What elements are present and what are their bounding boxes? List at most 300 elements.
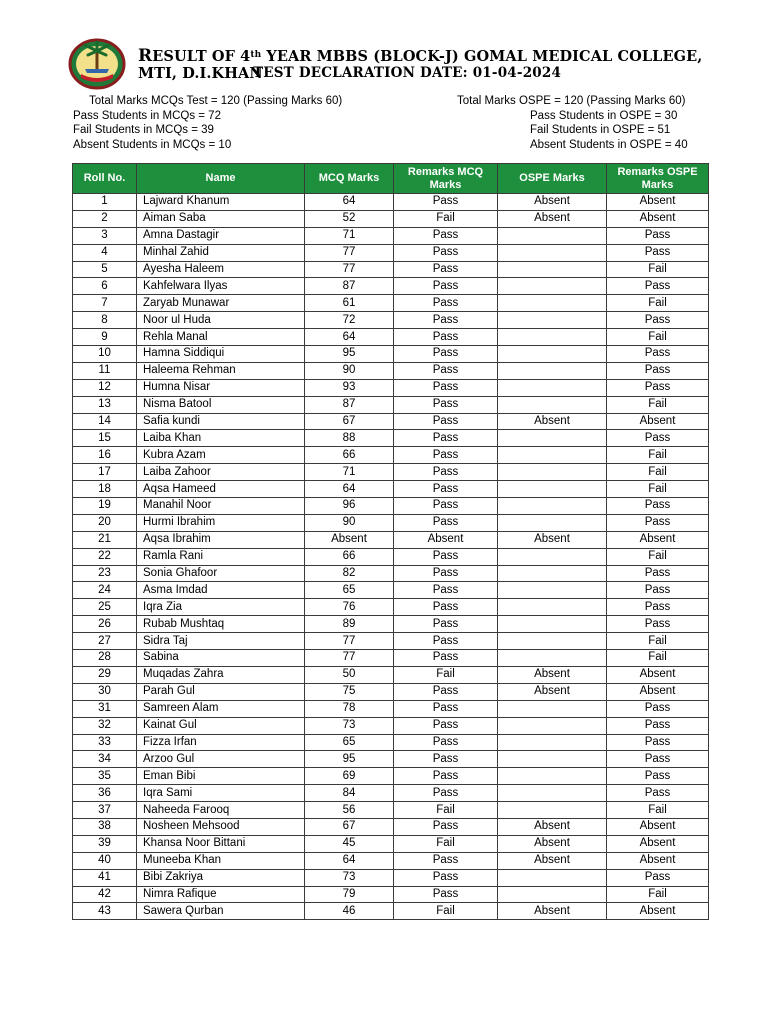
remarks-mcq-cell: Pass: [394, 852, 498, 869]
ospe-marks-cell: Absent: [498, 531, 607, 548]
ospe-marks-cell: [498, 329, 607, 346]
name-cell: Minhal Zahid: [137, 244, 305, 261]
name-cell: Amna Dastagir: [137, 227, 305, 244]
table-row: [73, 346, 709, 363]
mcq-marks-cell: 64: [305, 852, 394, 869]
name-cell: Nimra Rafique: [137, 886, 305, 903]
mcq-marks-cell: 95: [305, 751, 394, 768]
remarks-ospe-cell: Pass: [607, 278, 709, 295]
ospe-marks-cell: [498, 650, 607, 667]
remarks-mcq-cell: Pass: [394, 650, 498, 667]
remarks-ospe-cell: Pass: [607, 346, 709, 363]
remarks-mcq-cell: Pass: [394, 886, 498, 903]
mcq-marks-cell: 64: [305, 481, 394, 498]
remarks-ospe-cell: Absent: [607, 194, 709, 211]
roll-no-cell: 16: [73, 447, 137, 464]
remarks-ospe-cell: Fail: [607, 447, 709, 464]
roll-no-cell: 8: [73, 312, 137, 329]
table-row: [73, 565, 709, 582]
remarks-mcq-cell: Pass: [394, 481, 498, 498]
table-header-row: [73, 164, 709, 194]
page-title: RESULT OF 4th YEAR MBBS (BLOCK-J) GOMAL MEDICAL COLLEGE, MTI, D.I.KHAN: [138, 46, 703, 82]
roll-no-cell: 28: [73, 650, 137, 667]
remarks-mcq-cell: Pass: [394, 768, 498, 785]
mcq-marks-cell: 71: [305, 227, 394, 244]
remarks-mcq-cell: Pass: [394, 396, 498, 413]
ospe-marks-cell: Absent: [498, 683, 607, 700]
remarks-ospe-cell: Pass: [607, 700, 709, 717]
remarks-mcq-cell: Pass: [394, 751, 498, 768]
table-row: [73, 768, 709, 785]
ospe-marks-cell: [498, 379, 607, 396]
roll-no-cell: 30: [73, 683, 137, 700]
remarks-ospe-cell: Pass: [607, 362, 709, 379]
table-row: [73, 700, 709, 717]
remarks-ospe-cell: Fail: [607, 329, 709, 346]
remarks-mcq-cell: Pass: [394, 194, 498, 211]
ospe-marks-cell: [498, 362, 607, 379]
name-cell: Naheeda Farooq: [137, 802, 305, 819]
remarks-ospe-cell: Pass: [607, 717, 709, 734]
table-row: [73, 481, 709, 498]
ospe-marks-cell: Absent: [498, 835, 607, 852]
mcq-marks-cell: 76: [305, 599, 394, 616]
table-row: [73, 548, 709, 565]
mcq-marks-cell: 71: [305, 464, 394, 481]
roll-no-cell: 31: [73, 700, 137, 717]
remarks-ospe-cell: Pass: [607, 582, 709, 599]
name-cell: Hurmi Ibrahim: [137, 514, 305, 531]
college-logo-icon: [67, 36, 127, 90]
name-cell: Laiba Zahoor: [137, 464, 305, 481]
remarks-mcq-cell: Pass: [394, 869, 498, 886]
roll-no-cell: 1: [73, 194, 137, 211]
remarks-mcq-cell: Pass: [394, 599, 498, 616]
table-row: [73, 886, 709, 903]
ospe-marks-cell: Absent: [498, 852, 607, 869]
roll-no-cell: 4: [73, 244, 137, 261]
remarks-ospe-cell: Absent: [607, 683, 709, 700]
roll-no-cell: 5: [73, 261, 137, 278]
mcq-marks-cell: 93: [305, 379, 394, 396]
table-row: [73, 818, 709, 835]
roll-no-cell: 27: [73, 633, 137, 650]
table-row: [73, 194, 709, 211]
remarks-ospe-cell: Fail: [607, 633, 709, 650]
ospe-marks-cell: Absent: [498, 210, 607, 227]
remarks-mcq-cell: Fail: [394, 666, 498, 683]
mcq-marks-cell: 77: [305, 633, 394, 650]
mcq-marks-cell: 67: [305, 818, 394, 835]
mcq-marks-cell: 75: [305, 683, 394, 700]
remarks-mcq-cell: Fail: [394, 903, 498, 920]
ospe-marks-cell: [498, 430, 607, 447]
table-row: [73, 683, 709, 700]
remarks-mcq-cell: Pass: [394, 464, 498, 481]
table-row: [73, 210, 709, 227]
mcq-marks-cell: 69: [305, 768, 394, 785]
table-row: [73, 717, 709, 734]
remarks-ospe-cell: Fail: [607, 464, 709, 481]
roll-no-cell: 23: [73, 565, 137, 582]
remarks-ospe-cell: Absent: [607, 852, 709, 869]
name-cell: Noor ul Huda: [137, 312, 305, 329]
table-row: [73, 498, 709, 515]
name-cell: Nisma Batool: [137, 396, 305, 413]
roll-no-cell: 21: [73, 531, 137, 548]
remarks-mcq-cell: Fail: [394, 802, 498, 819]
name-cell: Lajward Khanum: [137, 194, 305, 211]
remarks-ospe-cell: Fail: [607, 886, 709, 903]
ospe-marks-cell: Absent: [498, 666, 607, 683]
ospe-marks-cell: [498, 447, 607, 464]
remarks-mcq-cell: Pass: [394, 785, 498, 802]
table-row: [73, 599, 709, 616]
col-header-mcq-marks: MCQ Marks: [305, 164, 394, 194]
ospe-marks-cell: [498, 717, 607, 734]
mcq-marks-cell: 73: [305, 717, 394, 734]
name-cell: Kubra Azam: [137, 447, 305, 464]
roll-no-cell: 43: [73, 903, 137, 920]
name-cell: Arzoo Gul: [137, 751, 305, 768]
ospe-marks-cell: [498, 785, 607, 802]
mcq-marks-cell: 95: [305, 346, 394, 363]
ospe-marks-cell: [498, 464, 607, 481]
remarks-mcq-cell: Pass: [394, 447, 498, 464]
name-cell: Iqra Zia: [137, 599, 305, 616]
table-row: [73, 633, 709, 650]
table-row: [73, 413, 709, 430]
roll-no-cell: 17: [73, 464, 137, 481]
results-table: [72, 163, 709, 920]
table-row: [73, 261, 709, 278]
roll-no-cell: 40: [73, 852, 137, 869]
table-row: [73, 903, 709, 920]
name-cell: Khansa Noor Bittani: [137, 835, 305, 852]
remarks-mcq-cell: Pass: [394, 278, 498, 295]
roll-no-cell: 25: [73, 599, 137, 616]
mcq-marks-cell: 66: [305, 548, 394, 565]
name-cell: Asma Imdad: [137, 582, 305, 599]
remarks-ospe-cell: Absent: [607, 903, 709, 920]
mcq-marks-cell: 77: [305, 650, 394, 667]
remarks-mcq-cell: Pass: [394, 362, 498, 379]
remarks-ospe-cell: Pass: [607, 244, 709, 261]
ospe-marks-cell: Absent: [498, 818, 607, 835]
remarks-ospe-cell: Fail: [607, 548, 709, 565]
remarks-ospe-cell: Pass: [607, 751, 709, 768]
ospe-marks-cell: [498, 802, 607, 819]
roll-no-cell: 18: [73, 481, 137, 498]
table-row: [73, 751, 709, 768]
name-cell: Aqsa Hameed: [137, 481, 305, 498]
ospe-marks-cell: [498, 346, 607, 363]
mcq-marks-cell: 78: [305, 700, 394, 717]
roll-no-cell: 41: [73, 869, 137, 886]
remarks-mcq-cell: Fail: [394, 210, 498, 227]
name-cell: Fizza Irfan: [137, 734, 305, 751]
table-row: [73, 379, 709, 396]
ospe-marks-cell: [498, 244, 607, 261]
remarks-ospe-cell: Pass: [607, 430, 709, 447]
remarks-mcq-cell: Pass: [394, 329, 498, 346]
roll-no-cell: 19: [73, 498, 137, 515]
remarks-ospe-cell: Fail: [607, 650, 709, 667]
ospe-summary: [457, 94, 688, 152]
remarks-ospe-cell: Pass: [607, 227, 709, 244]
remarks-mcq-cell: Pass: [394, 430, 498, 447]
mcq-marks-cell: 52: [305, 210, 394, 227]
remarks-mcq-cell: Pass: [394, 700, 498, 717]
roll-no-cell: 3: [73, 227, 137, 244]
roll-no-cell: 9: [73, 329, 137, 346]
mcq-marks-cell: 72: [305, 312, 394, 329]
remarks-mcq-cell: Pass: [394, 616, 498, 633]
mcq-pass-count: Pass Students in MCQs = 72: [73, 109, 221, 122]
remarks-ospe-cell: Absent: [607, 413, 709, 430]
table-row: [73, 666, 709, 683]
name-cell: Kainat Gul: [137, 717, 305, 734]
ospe-marks-cell: [498, 396, 607, 413]
mcq-marks-cell: 77: [305, 244, 394, 261]
mcq-marks-cell: 84: [305, 785, 394, 802]
ospe-marks-cell: [498, 599, 607, 616]
col-header-remarks-ospe: Remarks OSPE Marks: [607, 164, 709, 194]
table-row: [73, 362, 709, 379]
table-row: [73, 312, 709, 329]
roll-no-cell: 10: [73, 346, 137, 363]
name-cell: Manahil Noor: [137, 498, 305, 515]
remarks-ospe-cell: Fail: [607, 802, 709, 819]
remarks-mcq-cell: Pass: [394, 565, 498, 582]
name-cell: Hamna Siddiqui: [137, 346, 305, 363]
name-cell: Sonia Ghafoor: [137, 565, 305, 582]
mcq-marks-cell: 66: [305, 447, 394, 464]
mcq-marks-cell: 64: [305, 329, 394, 346]
name-cell: Haleema Rehman: [137, 362, 305, 379]
roll-no-cell: 13: [73, 396, 137, 413]
remarks-ospe-cell: Absent: [607, 666, 709, 683]
remarks-mcq-cell: Pass: [394, 734, 498, 751]
ospe-total-marks: Total Marks OSPE = 120 (Passing Marks 60): [457, 95, 686, 107]
roll-no-cell: 34: [73, 751, 137, 768]
table-row: [73, 852, 709, 869]
ospe-marks-cell: [498, 633, 607, 650]
roll-no-cell: 6: [73, 278, 137, 295]
remarks-mcq-cell: Fail: [394, 835, 498, 852]
mcq-marks-cell: 61: [305, 295, 394, 312]
name-cell: Samreen Alam: [137, 700, 305, 717]
name-cell: Ramla Rani: [137, 548, 305, 565]
mcq-marks-cell: 88: [305, 430, 394, 447]
roll-no-cell: 12: [73, 379, 137, 396]
roll-no-cell: 26: [73, 616, 137, 633]
name-cell: Kahfelwara Ilyas: [137, 278, 305, 295]
remarks-ospe-cell: Pass: [607, 379, 709, 396]
remarks-mcq-cell: Pass: [394, 295, 498, 312]
roll-no-cell: 24: [73, 582, 137, 599]
mcq-marks-cell: 90: [305, 514, 394, 531]
ospe-marks-cell: [498, 481, 607, 498]
mcq-marks-cell: 50: [305, 666, 394, 683]
ospe-marks-cell: [498, 514, 607, 531]
table-row: [73, 227, 709, 244]
remarks-mcq-cell: Pass: [394, 346, 498, 363]
table-row: [73, 447, 709, 464]
name-cell: Rehla Manal: [137, 329, 305, 346]
ospe-marks-cell: [498, 734, 607, 751]
name-cell: Ayesha Haleem: [137, 261, 305, 278]
ospe-marks-cell: [498, 565, 607, 582]
remarks-ospe-cell: Pass: [607, 312, 709, 329]
remarks-ospe-cell: Pass: [607, 785, 709, 802]
remarks-mcq-cell: Pass: [394, 261, 498, 278]
ospe-marks-cell: [498, 278, 607, 295]
mcq-summary: [73, 94, 342, 152]
remarks-ospe-cell: Pass: [607, 498, 709, 515]
roll-no-cell: 11: [73, 362, 137, 379]
col-header-name: Name: [137, 164, 305, 194]
name-cell: Muqadas Zahra: [137, 666, 305, 683]
table-row: [73, 869, 709, 886]
ospe-marks-cell: [498, 751, 607, 768]
ospe-marks-cell: [498, 548, 607, 565]
mcq-marks-cell: 87: [305, 396, 394, 413]
roll-no-cell: 36: [73, 785, 137, 802]
table-row: [73, 785, 709, 802]
name-cell: Aqsa Ibrahim: [137, 531, 305, 548]
ospe-marks-cell: [498, 582, 607, 599]
roll-no-cell: 42: [73, 886, 137, 903]
ospe-fail-count: Fail Students in OSPE = 51: [530, 124, 671, 137]
name-cell: Humna Nisar: [137, 379, 305, 396]
name-cell: Zaryab Munawar: [137, 295, 305, 312]
name-cell: Laiba Khan: [137, 430, 305, 447]
remarks-ospe-cell: Fail: [607, 261, 709, 278]
table-row: [73, 295, 709, 312]
remarks-mcq-cell: Pass: [394, 312, 498, 329]
roll-no-cell: 33: [73, 734, 137, 751]
roll-no-cell: 7: [73, 295, 137, 312]
mcq-marks-cell: 77: [305, 261, 394, 278]
remarks-ospe-cell: Pass: [607, 869, 709, 886]
table-row: [73, 396, 709, 413]
name-cell: Nosheen Mehsood: [137, 818, 305, 835]
mcq-marks-cell: 82: [305, 565, 394, 582]
remarks-mcq-cell: Pass: [394, 227, 498, 244]
name-cell: Parah Gul: [137, 683, 305, 700]
mcq-fail-count: Fail Students in MCQs = 39: [73, 124, 214, 137]
roll-no-cell: 38: [73, 818, 137, 835]
table-row: [73, 616, 709, 633]
name-cell: Muneeba Khan: [137, 852, 305, 869]
mcq-total-marks: Total Marks MCQs Test = 120 (Passing Marks 60): [89, 95, 343, 107]
mcq-marks-cell: Absent: [305, 531, 394, 548]
table-row: [73, 531, 709, 548]
ospe-marks-cell: [498, 227, 607, 244]
ospe-absent-count: Absent Students in OSPE = 40: [530, 138, 688, 151]
roll-no-cell: 35: [73, 768, 137, 785]
mcq-marks-cell: 65: [305, 734, 394, 751]
table-row: [73, 802, 709, 819]
ospe-pass-count: Pass Students in OSPE = 30: [530, 109, 678, 122]
remarks-ospe-cell: Fail: [607, 481, 709, 498]
remarks-mcq-cell: Pass: [394, 379, 498, 396]
remarks-mcq-cell: Pass: [394, 633, 498, 650]
remarks-ospe-cell: Absent: [607, 210, 709, 227]
mcq-marks-cell: 87: [305, 278, 394, 295]
roll-no-cell: 2: [73, 210, 137, 227]
name-cell: Safia kundi: [137, 413, 305, 430]
table-row: [73, 582, 709, 599]
ospe-marks-cell: [498, 700, 607, 717]
remarks-ospe-cell: Fail: [607, 396, 709, 413]
mcq-marks-cell: 67: [305, 413, 394, 430]
ospe-marks-cell: [498, 295, 607, 312]
mcq-marks-cell: 73: [305, 869, 394, 886]
roll-no-cell: 39: [73, 835, 137, 852]
name-cell: Sawera Qurban: [137, 903, 305, 920]
remarks-ospe-cell: Pass: [607, 734, 709, 751]
remarks-mcq-cell: Absent: [394, 531, 498, 548]
remarks-ospe-cell: Fail: [607, 295, 709, 312]
mcq-marks-cell: 96: [305, 498, 394, 515]
remarks-ospe-cell: Pass: [607, 616, 709, 633]
table-row: [73, 430, 709, 447]
name-cell: Eman Bibi: [137, 768, 305, 785]
remarks-mcq-cell: Pass: [394, 498, 498, 515]
mcq-marks-cell: 79: [305, 886, 394, 903]
name-cell: Bibi Zakriya: [137, 869, 305, 886]
roll-no-cell: 29: [73, 666, 137, 683]
declaration-date: TEST DECLARATION DATE: 01-04-2024: [253, 65, 562, 81]
table-row: [73, 835, 709, 852]
remarks-mcq-cell: Pass: [394, 548, 498, 565]
name-cell: Aiman Saba: [137, 210, 305, 227]
col-header-remarks-mcq: Remarks MCQ Marks: [394, 164, 498, 194]
mcq-marks-cell: 64: [305, 194, 394, 211]
mcq-marks-cell: 46: [305, 903, 394, 920]
remarks-ospe-cell: Pass: [607, 599, 709, 616]
ospe-marks-cell: [498, 498, 607, 515]
remarks-mcq-cell: Pass: [394, 582, 498, 599]
remarks-ospe-cell: Absent: [607, 531, 709, 548]
remarks-ospe-cell: Absent: [607, 835, 709, 852]
mcq-marks-cell: 56: [305, 802, 394, 819]
mcq-marks-cell: 45: [305, 835, 394, 852]
remarks-mcq-cell: Pass: [394, 413, 498, 430]
table-body: [73, 194, 709, 920]
mcq-marks-cell: 65: [305, 582, 394, 599]
remarks-mcq-cell: Pass: [394, 818, 498, 835]
table-row: [73, 278, 709, 295]
remarks-ospe-cell: Absent: [607, 818, 709, 835]
roll-no-cell: 22: [73, 548, 137, 565]
table-row: [73, 650, 709, 667]
name-cell: Iqra Sami: [137, 785, 305, 802]
ospe-marks-cell: [498, 616, 607, 633]
ospe-marks-cell: Absent: [498, 413, 607, 430]
mcq-marks-cell: 90: [305, 362, 394, 379]
table-row: [73, 329, 709, 346]
name-cell: Sabina: [137, 650, 305, 667]
name-cell: Sidra Taj: [137, 633, 305, 650]
ospe-marks-cell: Absent: [498, 194, 607, 211]
table-row: [73, 464, 709, 481]
remarks-ospe-cell: Pass: [607, 768, 709, 785]
ospe-marks-cell: [498, 886, 607, 903]
roll-no-cell: 20: [73, 514, 137, 531]
